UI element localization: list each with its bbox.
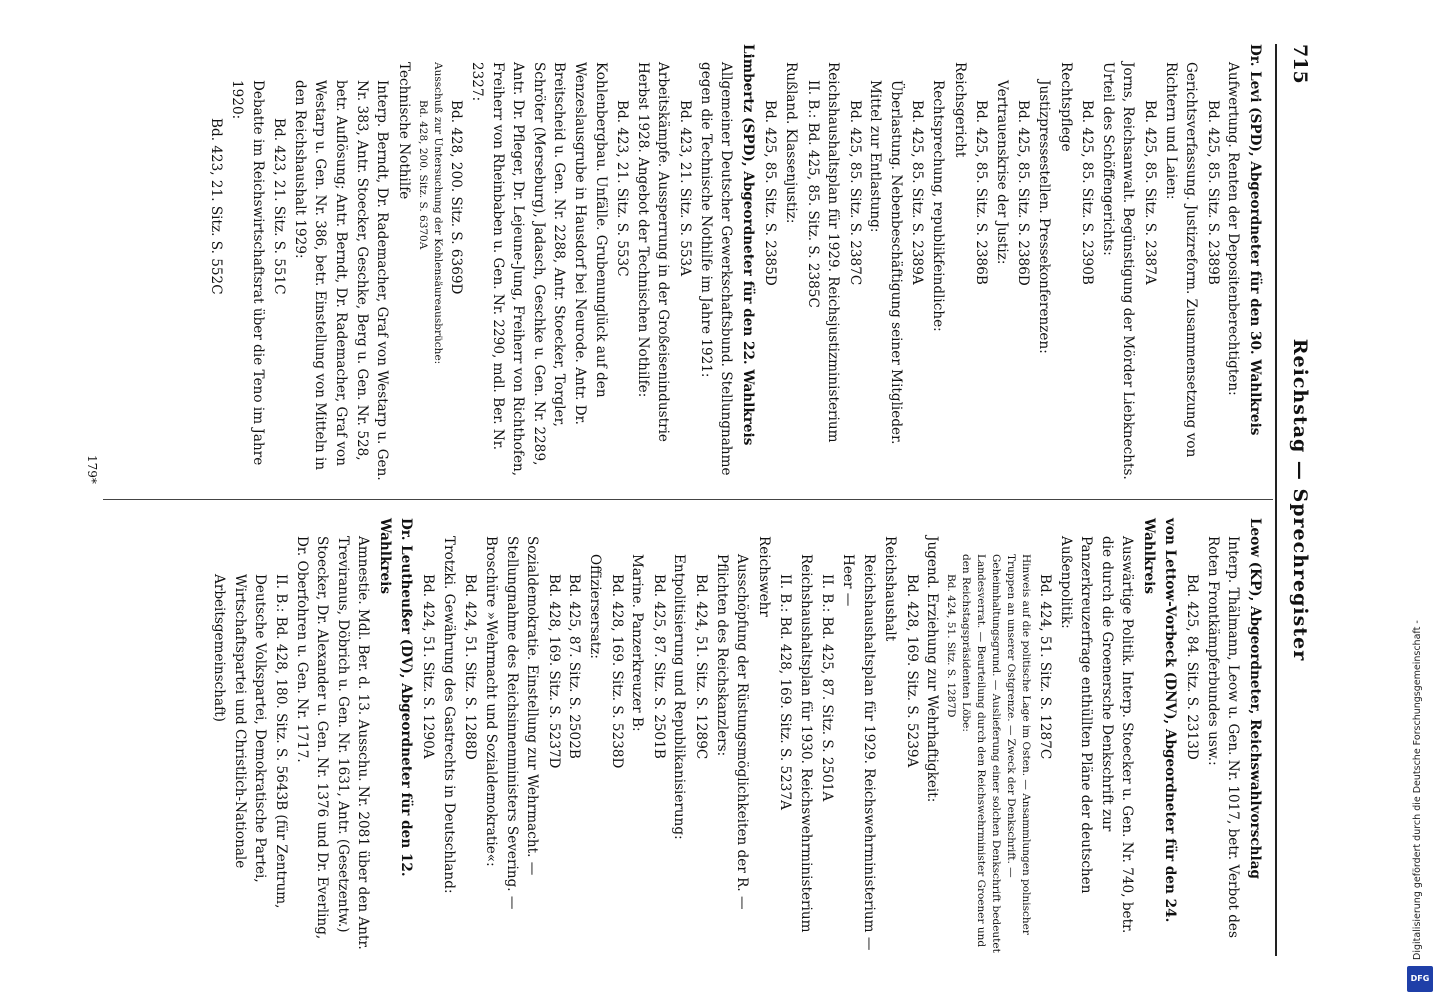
register-entry <box>1182 518 1244 956</box>
register-entry <box>1139 44 1201 482</box>
entry-topic: Überlastung. Nebenbeschäftigung seiner Mitglieder. Mittel zur Entlastung: <box>867 80 904 445</box>
entry-reference: Bd. 428, 169. Sitz. S. 5238D <box>608 574 625 769</box>
register-entry <box>612 44 674 482</box>
entry-topic: Justizpressestellen. Pressekonferenzen: <box>1036 80 1053 354</box>
page-signature: 179* <box>85 455 99 484</box>
entry-topic: Reichshaushalt <box>882 536 899 642</box>
entry-topic: Interp. Berndt, Dr. Rademacher, Graf von Westarp u. Gen. Nr. 383, Antr. Stoecker, Geschke, Berg u. Gen. Nr. 528, betr. Auflösung; Antr. Berndt, Dr. Rademacher, Graf von Westarp u. Gen. Nr. 386, betr. Einstellung von Mitteln in den Reichshaushalt 1929: <box>291 80 391 481</box>
entry-reference: II. B.: Bd. 428, 169. Sitz. S. 5237A <box>777 574 794 810</box>
entry-topic: Reichswehr <box>755 536 772 617</box>
entry-reference: Bd. 424, 51. Sitz. S. 1287C <box>1037 574 1054 760</box>
entry-topic: Reichsgericht <box>951 62 968 158</box>
register-entry <box>418 518 459 956</box>
entry-reference: Bd. 424, 51. Sitz. S. 1288D <box>462 574 479 760</box>
entry-reference: Bd. 425, 85. Sitz. S. 2389B <box>1204 100 1221 285</box>
entry-topic: Trotzki. Gewährung des Gastrechts in Deutschland: <box>440 536 457 894</box>
entry-reference: Bd. 428, 200. Sitz. S. 6369D <box>448 100 465 295</box>
header-rule <box>1275 44 1277 956</box>
register-entry <box>817 518 879 956</box>
register-entry <box>949 44 970 482</box>
entry-topic: Allgemeiner Deutscher Gewerkschaftsbund. Stellungnahme gegen die Technische Nothilfe im Jahre 1921: <box>697 62 735 476</box>
entry-reference: Bd. 428, 169. Sitz. S. 5239A <box>903 574 920 768</box>
register-entry <box>880 518 901 956</box>
entry-topic: Reichshaushaltsplan für 1929. Reichsjustizministerium <box>825 62 842 443</box>
register-entry <box>907 44 948 482</box>
entry-topic: Interp. Thälmann, Leow u. Gen. Nr. 1017, betr. Verbot des Roten Frontkämpferbundes usw.: <box>1204 536 1242 938</box>
entry-reference: Bd. 424, 51. Sitz. S. 1287D <box>945 574 958 718</box>
entry-topic: Reichshaushaltsplan für 1929. Reichswehrministerium — Heer — <box>840 554 877 951</box>
entry-topic: Marine. Panzerkreuzer B: <box>629 554 646 732</box>
entry-reference: II. B.: Bd. 425, 87. Sitz. S. 2501A <box>819 574 836 802</box>
rotated-page <box>67 20 1367 980</box>
page-title: Reichstag — Sprechregister <box>1289 338 1311 662</box>
speaker-name: Dr. Levi (SPD), Abgeordneter für den 30. Wahlkreis <box>1247 44 1263 436</box>
entry-reference: Bd. 425, 85. Sitz. S. 2387C <box>846 100 863 286</box>
register-entry <box>1055 44 1076 482</box>
entry-reference: Bd. 428, 169. Sitz. S. 5237D <box>545 574 562 769</box>
entry-reference: Bd. 425, 87. Sitz. S. 2502B <box>566 574 583 759</box>
speaker-name: von Lettow-Vorbeck (DNV), Abgeordneter für den 24. Wahlkreis <box>1141 518 1178 923</box>
entry-topic: Rechtspflege <box>1057 62 1074 152</box>
register-entry <box>901 518 942 956</box>
page-number: 715 <box>1289 44 1311 84</box>
entry-reference: Bd. 425, 84. Sitz. S. 2313D <box>1184 574 1201 760</box>
entry-topic: Gerichtsverfassung. Justizreform. Zusammensetzung von Richtern und Laien: <box>1162 62 1200 458</box>
entry-topic: Aufwertung. Renten der Depositenberechtigten: <box>1225 62 1242 396</box>
speaker-entry <box>1244 518 1265 956</box>
entry-topic: Vertrauenskrise der Justiz: <box>993 80 1010 265</box>
dfg-logo: DFG <box>1407 966 1433 992</box>
right-column <box>209 518 1267 956</box>
entry-reference: Bd. 425, 85. Sitz. S. 2385D <box>762 100 779 286</box>
page-header <box>1281 44 1311 956</box>
register-entry <box>606 518 647 956</box>
digitization-note: Digitalisierung gefördert durch die Deutsche Forschungsgemeinschaft - <box>1412 620 1423 960</box>
entry-topic: Rechtsprechung, republikfeindliche: <box>930 80 947 332</box>
register-entry <box>460 518 542 956</box>
entry-reference: Bd. 425, 85. Sitz. S. 2386D <box>1015 100 1032 286</box>
register-entry <box>802 44 843 482</box>
register-entry <box>446 44 611 482</box>
register-entry <box>543 518 605 956</box>
register-entry <box>206 44 268 482</box>
register-entry <box>844 44 906 482</box>
register-entry <box>1034 518 1137 956</box>
entry-reference: Bd. 425, 85. Sitz. S. 2389A <box>909 100 926 285</box>
entry-topic: Offiziersersatz: <box>586 554 603 660</box>
entry-topic: Arbeitskämpfe. Aussperrung in der Großeisenindustrie Herbst 1928. Angebot der Technischen Nothilfe: <box>634 62 672 442</box>
entry-topic: Technische Nothilfe <box>395 62 412 200</box>
column-divider <box>103 499 1273 500</box>
entry-topic: Auswärtige Politik. Interp. Stoecker u. Gen. Nr. 740, betr. die durch die Groenersche Denkschrift zur Panzerkreuzerfrage enthüllten Pläne der deutschen Außenpolitik: <box>1057 536 1136 934</box>
entry-reference: Bd. 425, 85. Sitz. S. 2387A <box>1142 100 1159 285</box>
entry-reference: Bd. 425, 85. Sitz. S. 2390B <box>1079 100 1096 285</box>
register-entry <box>209 518 374 956</box>
speaker-entry <box>374 518 415 956</box>
entry-reference: Bd. 423, 21. Sitz. S. 553C <box>614 100 631 277</box>
speaker-entry <box>1138 518 1179 956</box>
entry-topic: Kohlenbergbau. Unfälle. Grubenunglück auf den Wenzeslausgrube in Hausdorf bei Neurode. Antr. Dr. Breitscheid u. Gen. Nr. 2288, Antr. Stoecker, Torgler, Schröter (Merseburg), Jadasch, Geschke u. Gen. Nr. 2289, Antr. Dr. Pfleger, Dr. Lejeune-Jung, Freiherr von Richthofen, Freiherr von Rheinbaben u. Gen. Nr. 2290, mdl. Ber. Nr. 2327: <box>469 62 609 477</box>
entry-reference: II. B.: Bd. 425, 85. Sitz. S. 2385C <box>804 80 821 308</box>
entry-reference: Bd. 423, 21. Sitz. S. 552C <box>208 118 225 295</box>
register-entry <box>775 518 816 956</box>
speaker-entry <box>737 44 758 482</box>
register-entry <box>1077 44 1139 482</box>
left-column <box>206 44 1267 482</box>
entry-topic: Amnestie. Mdl. Ber. d. 13. Ausschu. Nr. 2081 über den Antr. Treviranus, Döbrich u. Gen. Nr. 1631, Antr. (Gesetzentw.) Stoecker, Dr. Alexander u. Gen. Nr. 1376 und Dr. Everling, Dr. Oberfohren u. Gen. Nr. 1717. <box>293 536 372 950</box>
entry-reference: Bd. 425, 87. Sitz. S. 2501B <box>650 574 667 759</box>
entry-reference: Bd. 423, 21. Sitz. S. 551C <box>271 118 288 295</box>
register-entry <box>674 44 736 482</box>
register-entry <box>760 44 801 482</box>
register-entry <box>1202 44 1243 482</box>
speaker-name: Limbertz (SPD), Abgeordneter für den 22. Wahlkreis <box>739 44 756 446</box>
entry-topic: Reichshaushaltsplan für 1930. Reichswehrministerium <box>797 554 814 933</box>
speaker-name: Leow (KP), Abgeordneter, Reichswahlvorschlag <box>1247 518 1263 880</box>
entry-reference: Bd. 428, 200. Sitz. S. 6370A <box>416 100 429 250</box>
register-entry <box>943 518 1033 956</box>
entry-topic: Debatte im Reichswirtschaftsrat über die Teno im Jahre 1920: <box>229 80 266 466</box>
register-entry <box>753 518 774 956</box>
entry-topic: Entpolitisierung und Republikanisierung: <box>671 554 688 840</box>
entry-topic: Ausschöpfung der Rüstungsmöglichkeiten der R. — Pflichten des Reichskanzlers: <box>713 554 751 910</box>
entry-topic: Jugend. Erziehung zur Wehrhaftigkeit: <box>924 536 941 803</box>
register-entry <box>393 44 414 482</box>
entry-reference: Bd. 424, 51. Sitz. S. 1290A <box>420 574 437 759</box>
speaker-name: Dr. Leutheußer (DV), Abgeordneter für den 12. Wahlkreis <box>377 518 414 877</box>
entry-topic: Jorns, Reichsanwalt. Begünstigung der Mörder Liebknechts. Urteil des Schöffengerichts: <box>1099 62 1137 480</box>
entry-reference: Bd. 424, 51. Sitz. S. 1289C <box>692 574 709 760</box>
register-entry <box>269 44 393 482</box>
register-entry <box>1013 44 1054 482</box>
register-entry <box>648 518 689 956</box>
entry-topic: Hinweis auf die politische Lage im Osten. — Ansammlungen polnischer Truppen an unserer Ostgrenze. — Zweck der Denkschrift. — Geheimhaltungsgrund. — Auslieferung einer solchen Denkschrift bedeutet Landesverrat. — Beurteilung durch den Reichswehrminister Groener und den Reichstagspräsidenten Löbe: <box>960 554 1033 953</box>
entry-reference: Bd. 425, 85. Sitz. S. 2386B <box>973 100 990 285</box>
entry-reference: II. B.: Bd. 428, 180. Sitz. S. 5643B (für Zentrum, Deutsche Volkspartei, Demokratische Partei, Wirtschaftspartei und Christlich-Nationale Arbeitsgemeinschaft) <box>211 574 290 909</box>
entry-topic: Ausschuß zur Untersuchung der Kohlensäureausbrüche: <box>431 62 444 365</box>
speaker-entry <box>1244 44 1265 482</box>
register-entry <box>690 518 752 956</box>
register-entry <box>415 44 445 482</box>
entry-topic: Rußland. Klassenjustiz: <box>782 62 799 224</box>
entry-reference: Bd. 423, 21. Sitz. S. 553A <box>676 100 693 277</box>
register-entry <box>971 44 1012 482</box>
entry-topic: Sozialdemokratie. Einstellung zur Wehrmacht. — Stellungnahme des Reichsinnenministers Severing. — Broschüre »Wehrmacht und Sozialdemokratie«: <box>483 536 541 910</box>
